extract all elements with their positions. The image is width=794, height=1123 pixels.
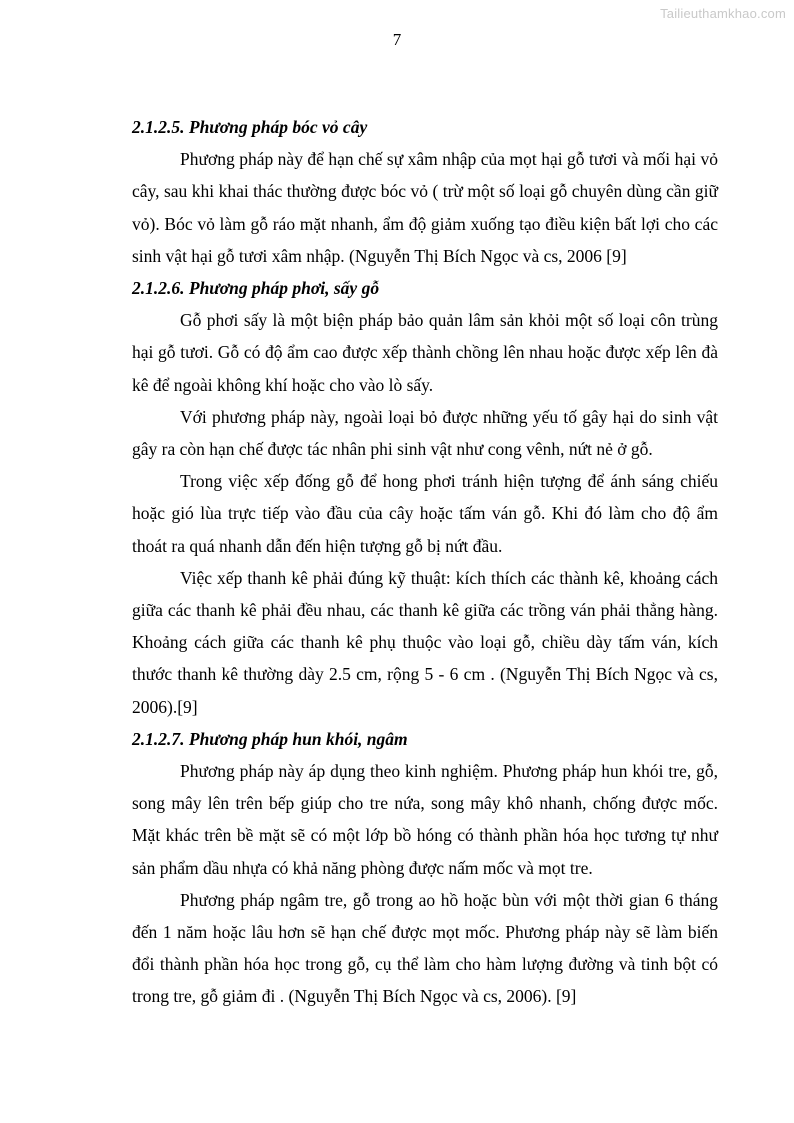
- section-2-1-2-6: [132, 272, 718, 723]
- section-heading: 2.1.2.6. Phương pháp phơi, sấy gỗ: [132, 278, 380, 299]
- section-2-1-2-7: [132, 723, 718, 1013]
- section-heading: 2.1.2.7. Phương pháp hun khói, ngâm: [132, 728, 408, 749]
- paragraph: Việc xếp thanh kê phải đúng kỹ thuật: kích thích các thành kê, khoảng cách giữa các thanh kê phải đều nhau, các thanh kê giữa các trồng ván phải thẳng hàng. Khoảng cách giữa các thanh kê phụ thuộc vào loại gỗ, chiều dày tấm ván, kích thước thanh kê thường dày 2.5 cm, rộng 5 - 6 cm . (Nguyễn Thị Bích Ngọc và cs, 2006).[9]: [132, 567, 718, 717]
- paragraph: Trong việc xếp đống gỗ để hong phơi tránh hiện tượng để ánh sáng chiếu hoặc gió lùa trực tiếp vào đầu của cây hoặc tấm ván gỗ. Khi đó làm cho độ ẩm thoát ra quá nhanh dẫn đến hiện tượng gỗ bị nứt đầu.: [132, 471, 718, 556]
- section-2-1-2-5: [132, 111, 718, 272]
- paragraph: Phương pháp này để hạn chế sự xâm nhập của mọt hại gỗ tươi và mối hại vỏ cây, sau khi khai thác thường được bóc vỏ ( trừ một số loại gỗ chuyên dùng cần giữ vỏ). Bóc vỏ làm gỗ ráo mặt nhanh, ẩm độ giảm xuống tạo điều kiện bất lợi cho các sinh vật hại gỗ tươi xâm nhập. (Nguyễn Thị Bích Ngọc và cs, 2006 [9]: [132, 149, 718, 266]
- page-number: 7: [392, 30, 402, 49]
- watermark: Tailieuthamkhao.com: [660, 6, 786, 21]
- paragraph: Với phương pháp này, ngoài loại bỏ được những yếu tố gây hại do sinh vật gây ra còn hạn chế được tác nhân phi sinh vật như cong vênh, nứt nẻ ở gỗ.: [132, 406, 718, 460]
- document-body: [132, 111, 718, 1013]
- paragraph: Phương pháp này áp dụng theo kinh nghiệm. Phương pháp hun khói tre, gỗ, song mây lên trên bếp giúp cho tre nứa, song mây khô nhanh, chống được mốc. Mặt khác trên bề mặt sẽ có một lớp bồ hóng có thành phần hóa học tương tự như sản phẩm dầu nhựa có khả năng phòng được nấm mốc và mọt tre.: [132, 761, 718, 878]
- paragraph: Gỗ phơi sấy là một biện pháp bảo quản lâm sản khỏi một số loại côn trùng hại gỗ tươi. Gỗ có độ ẩm cao được xếp thành chồng lên nhau hoặc được xếp lên đà kê để ngoài không khí hoặc cho vào lò sấy.: [132, 310, 718, 395]
- paragraph: Phương pháp ngâm tre, gỗ trong ao hồ hoặc bùn với một thời gian 6 tháng đến 1 năm hoặc lâu hơn sẽ hạn chế được mọt mốc. Phương pháp này sẽ làm biến đổi thành phần hóa học trong gỗ, cụ thể làm cho hàm lượng đường và tinh bột có trong tre, gỗ giảm đi . (Nguyễn Thị Bích Ngọc và cs, 2006). [9]: [132, 889, 718, 1007]
- section-heading: 2.1.2.5. Phương pháp bóc vỏ cây: [132, 117, 368, 137]
